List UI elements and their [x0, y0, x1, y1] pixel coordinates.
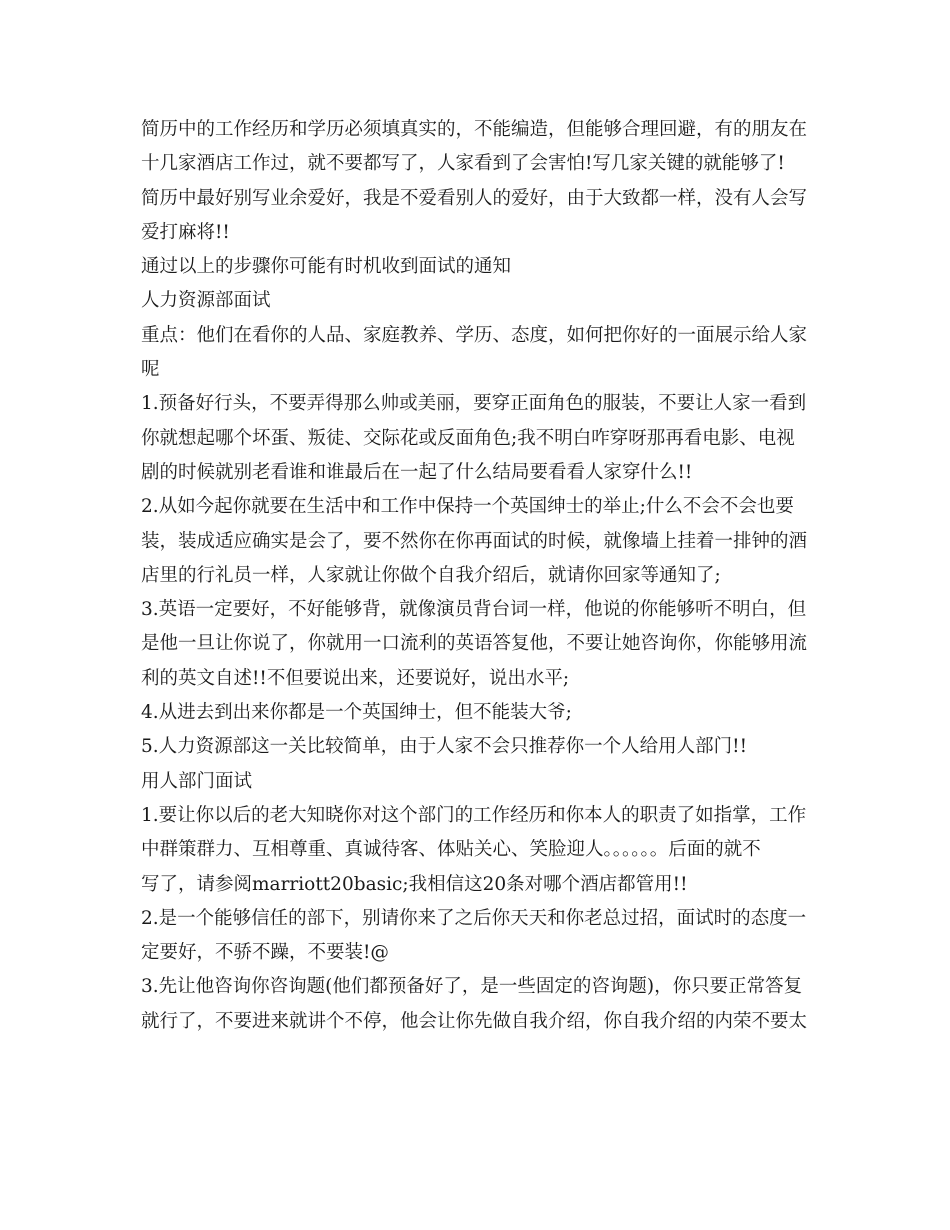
text-line: 就行了，不要进来就讲个不停，他会让你先做自我介绍，你自我介绍的内荣不要太 [141, 1010, 808, 1032]
section-heading-department-interview: 用人部门面试 [141, 770, 253, 792]
text-line: 1.预备好行头，不要弄得那么帅或美丽，要穿正面角色的服装，不要让人家一看到 [141, 393, 807, 415]
text-line: 利的英文自述!!不但要说出来，还要说好，说出水平; [141, 667, 570, 689]
text-line: 装，装成适应确实是会了，要不然你在你再面试的时候，就像墙上挂着一排钟的酒 [141, 530, 808, 552]
text-line: 4.从进去到出来你都是一个英国绅士，但不能装大爷; [141, 702, 572, 724]
section-heading-hr-interview: 人力资源部面试 [141, 290, 271, 312]
text-line: 重点：他们在看你的人品、家庭教养、学历、态度，如何把你好的一面展示给人家 [141, 324, 808, 346]
text-line: 定要好，不骄不躁，不要装!@ [141, 942, 389, 964]
text-line: 3.英语一定要好，不好能够背，就像演员背台词一样，他说的你能够听不明白，但 [141, 599, 807, 621]
text-line: 呢 [141, 359, 160, 381]
text-line: 店里的行礼员一样，人家就让你做个自我介绍后，就请你回家等通知了; [141, 564, 721, 586]
text-line: 你就想起哪个坏蛋、叛徒、交际花或反面角色;我不明白咋穿呀那再看电影、电视 [141, 427, 795, 449]
text-line: 十几家酒店工作过，就不要都写了，人家看到了会害怕!写几家关键的就能够了! [141, 153, 785, 175]
text-line: 简历中最好别写业余爱好，我是不爱看别人的爱好，由于大致都一样，没有人会写 [141, 187, 808, 209]
text-line: 剧的时候就别老看谁和谁最后在一起了什么结局要看看人家穿什么!! [141, 461, 693, 483]
text-line: 写了，请参阅marriott20basic;我相信这20条对哪个酒店都管用!! [141, 873, 688, 895]
text-line: 2.是一个能够信任的部下，别请你来了之后你天天和你老总过招，面试时的态度一 [141, 907, 807, 929]
text-line: 通过以上的步骤你可能有时机收到面试的通知 [141, 256, 512, 278]
text-line: 3.先让他咨询你咨询题(他们都预备好了，是一些固定的咨询题)，你只要正常答复 [141, 976, 803, 998]
text-line: 爱打麻将!! [141, 221, 230, 243]
text-line: 是他一旦让你说了，你就用一口流利的英语答复他，不要让她咨询你，你能够用流 [141, 633, 808, 655]
text-line: 中群策群力、互相尊重、真诚待客、体贴关心、笑脸迎人。。。。。。后面的就不 [141, 839, 761, 861]
text-line: 简历中的工作经历和学历必须填真实的，不能编造，但能够合理回避，有的朋友在 [141, 119, 808, 140]
document-body [141, 113, 813, 1039]
text-line: 5.人力资源部这一关比较简单，由于人家不会只推荐你一个人给用人部门!! [141, 736, 748, 758]
text-line: 1.要让你以后的老大知晓你对这个部门的工作经历和你本人的职责了如指掌，工作 [141, 804, 807, 826]
text-line: 2.从如今起你就要在生活中和工作中保持一个英国绅士的举止;什么不会不会也要 [141, 496, 794, 518]
